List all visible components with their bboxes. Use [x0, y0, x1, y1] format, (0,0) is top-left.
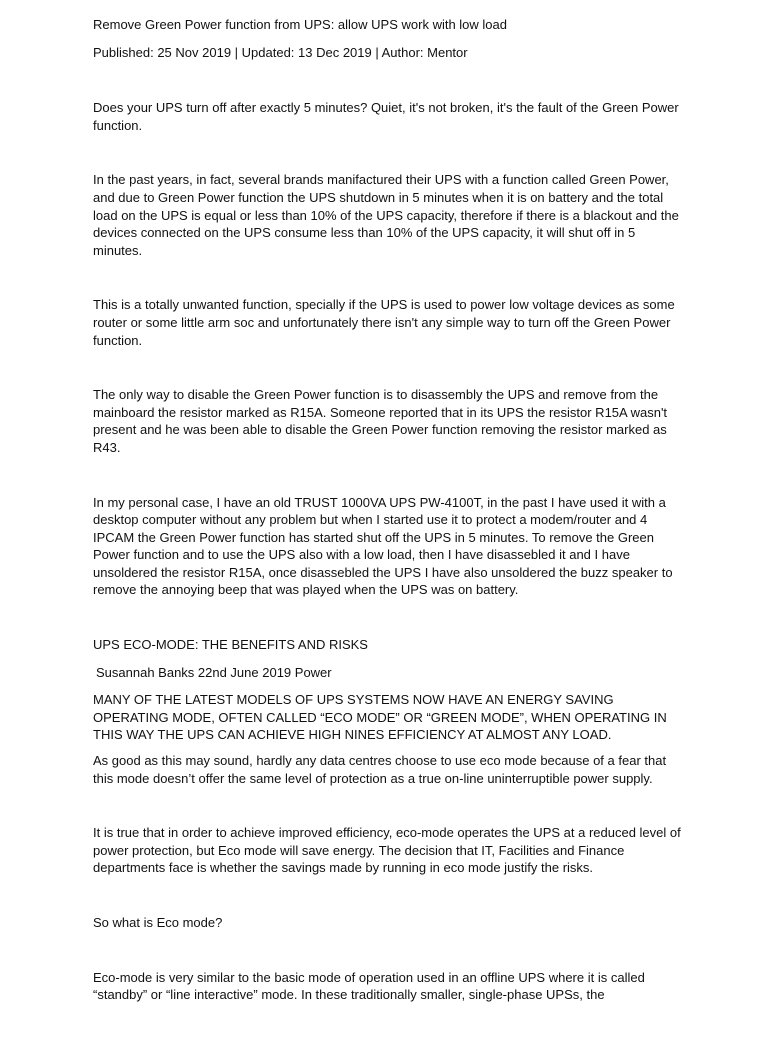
section-paragraph: As good as this may sound, hardly any data centres choose to use eco mode because of a fear that this mode doesn’t offer the same level of protection as a true on-line uninterruptible power supply. [93, 753, 667, 786]
article-paragraph: Does your UPS turn off after exactly 5 minutes? Quiet, it's not broken, it's the fault of the Green Power function. [93, 100, 679, 133]
section-byline: Susannah Banks 22nd June 2019 Power [96, 664, 332, 680]
article-paragraph: This is a totally unwanted function, specially if the UPS is used to power low voltage devices as some router or some little arm soc and unfortunately there isn't any simple way to turn off the Green Power function. [93, 297, 675, 348]
article-paragraph: In my personal case, I have an old TRUST 1000VA UPS PW-4100T, in the past I have used it with a desktop computer without any problem but when I started use it to protect a modem/router and 4 IPCAM the Green Power function has started shut off the UPS in 5 minutes. To remove the Green Power function and to use the UPS also with a low load, then I have disassebled it and I have unsoldered the resistor R15A, once disassebled the UPS I have also unsoldered the buzz speaker to remove the annoying beep that was played when the UPS was on battery. [93, 494, 673, 598]
article-paragraph: In the past years, in fact, several brands manifactured their UPS with a function called Green Power, and due to Green Power function the UPS shutdown in 5 minutes when it is on battery and the total load on the UPS is equal or less than 10% of the UPS capacity, therefore if there is a blackout and the devices connected on the UPS consume less than 10% of the UPS capacity, it will shut off in 5 minutes. [93, 172, 679, 258]
section-paragraph: Eco-mode is very similar to the basic mode of operation used in an offline UPS where it is called “standby” or “line interactive” mode. In these traditionally smaller, single-phase UPSs, the [93, 969, 645, 1003]
section-heading: UPS ECO-MODE: THE BENEFITS AND RISKS [93, 637, 368, 653]
article-meta: Published: 25 Nov 2019 | Updated: 13 Dec 2019 | Author: Mentor [93, 44, 468, 60]
article-paragraph: The only way to disable the Green Power function is to disassembly the UPS and remove from the mainboard the resistor marked as R15A. Someone reported that in its UPS the resistor R15A wasn't present and he was been able to disable the Green Power function removing the resistor marked as R43. [93, 387, 668, 455]
section-paragraph: It is true that in order to achieve improved efficiency, eco-mode operates the UPS at a reduced level of power protection, but Eco mode will save energy. The decision that IT, Facilities and Finance departments face is whether the savings made by running in eco mode justify the risks. [93, 825, 681, 876]
article-title: Remove Green Power function from UPS: allow UPS work with low load [93, 17, 507, 32]
document-page [93, 16, 683, 1041]
section-subheading: So what is Eco mode? [93, 915, 223, 930]
section-lead: MANY OF THE LATEST MODELS OF UPS SYSTEMS NOW HAVE AN ENERGY SAVING OPERATING MODE, OFTEN CALLED “ECO MODE” OR “GREEN MODE”, WHEN OPERATING IN THIS WAY THE UPS CAN ACHIEVE HIGH NINES EFFICIENCY AT ALMOST ANY LOAD. [93, 692, 667, 743]
